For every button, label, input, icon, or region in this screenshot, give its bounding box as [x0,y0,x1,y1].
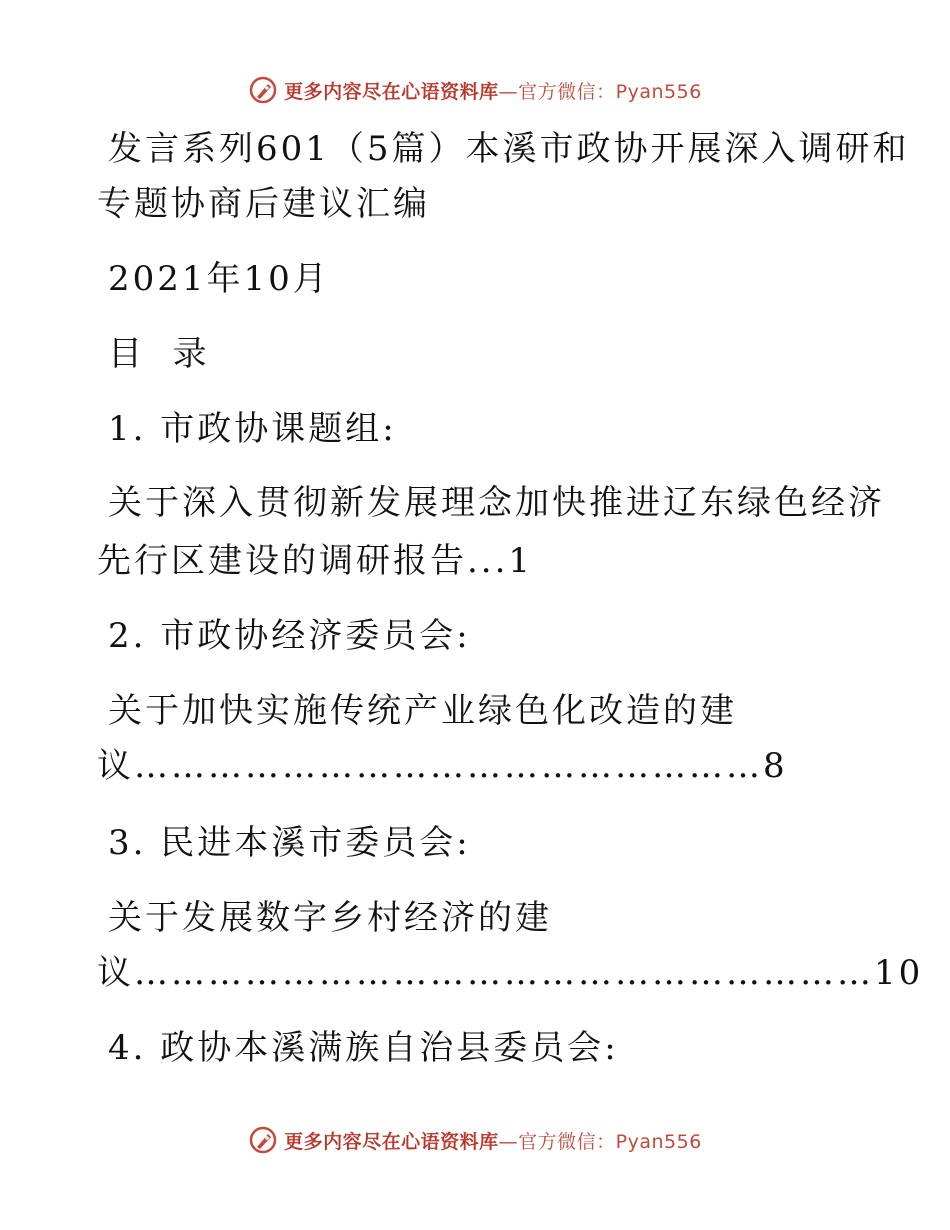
toc-entry-4-org: 4. 政协本溪满族自治县委员会: [108,1028,619,1068]
doc-date: 2021年10月 [108,259,330,299]
toc-entry-2-title-line-2: 议……………………………………………8 [97,746,788,786]
watermark-text [284,1127,702,1154]
pen-nib-logo-icon [248,1125,278,1155]
toc-entry-3-title-line-1: 关于发展数字乡村经济的建 [108,898,552,938]
watermark-text [284,77,702,104]
doc-title-line-1: 发言系列601（5篇）本溪市政协开展深入调研和 [108,129,910,169]
toc-entry-1-title-line-2: 先行区建设的调研报告...1 [97,541,534,581]
toc-heading: 目 录 [108,334,210,374]
toc-entry-3-org: 3. 民进本溪市委员会: [108,823,471,863]
footer-watermark-banner [0,1120,950,1160]
toc-entry-2-org: 2. 市政协经济委员会: [108,616,471,656]
doc-title-line-2: 专题协商后建议汇编 [97,184,430,224]
pen-nib-logo-icon [248,75,278,105]
watermark-site-name: 更多内容尽在心语资料库 [284,1130,499,1153]
toc-entry-1-title-line-1: 关于深入贯彻新发展理念加快推进辽东绿色经济 [108,483,885,523]
watermark-separator: — [498,1130,519,1153]
watermark-site-name: 更多内容尽在心语资料库 [284,80,499,103]
watermark-wechat: 官方微信：Pyan556 [518,1130,702,1153]
watermark-separator: — [498,80,519,103]
toc-entry-3-title-line-2: 议……………………………………………………10 [97,953,924,993]
toc-entry-1-org: 1. 市政协课题组: [108,409,397,449]
toc-entry-2-title-line-1: 关于加快实施传统产业绿色化改造的建 [108,691,737,731]
watermark-wechat: 官方微信：Pyan556 [518,80,702,103]
header-watermark-banner [0,70,950,110]
